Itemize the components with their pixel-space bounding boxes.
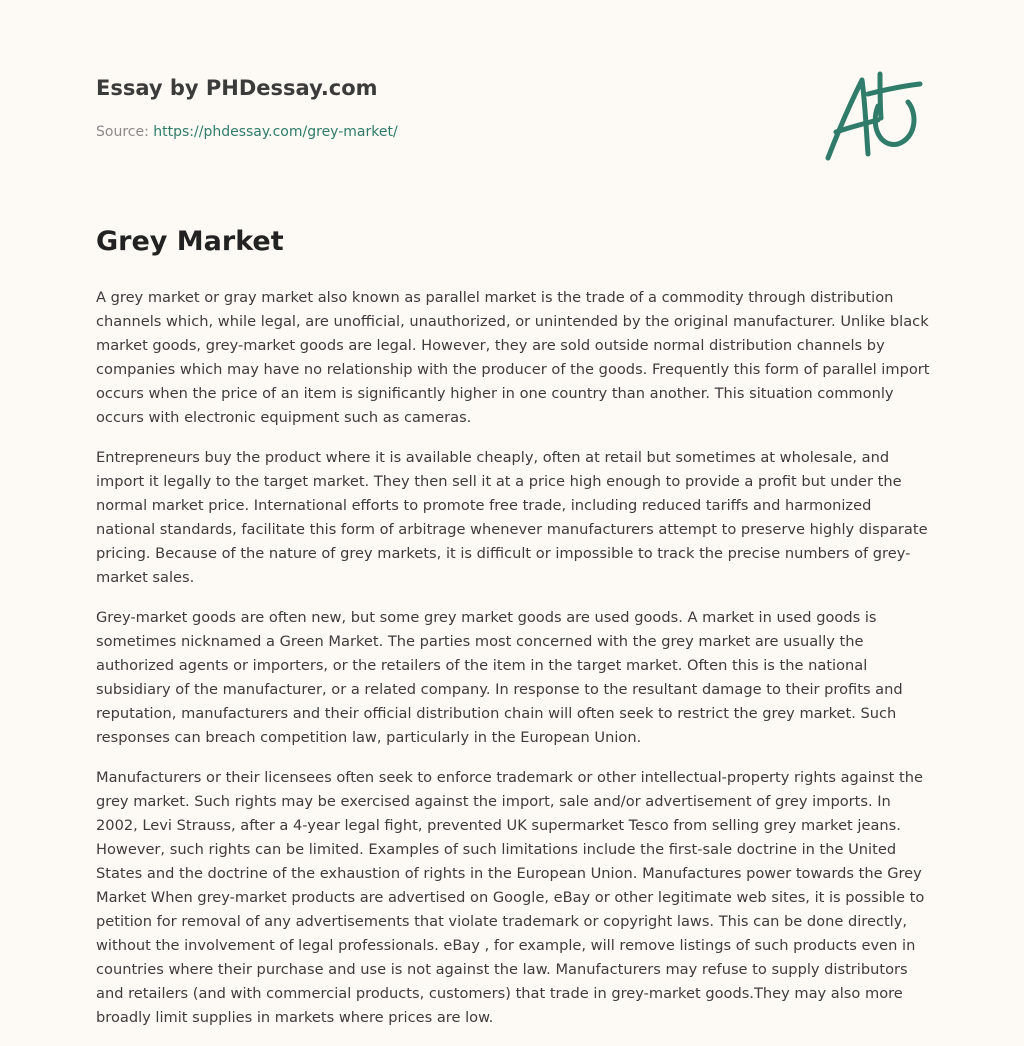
essay-paragraph: Manufacturers or their licensees often seek to enforce trademark or other intellectual-property rights against the grey market. Such rights may be exercised against the import, sale and/or advertisement of grey imports. In 2002, Levi Strauss, after a 4-year legal fight, prevented UK supermarket Tesco from selling grey market jeans. However, such rights can be limited. Examples of such limitations include the first-sale doctrine in the United States and the doctrine of the exhaustion of rights in the European Union. Manufactures power towards the Grey Market When grey-market products are advertised on Google, eBay or other legitimate web sites, it is possible to petition for removal of any advertisements that violate trademark or copyright laws. This can be done directly, without the involvement of legal professionals. eBay , for example, will remove listings of such products even in countries where their purchase and use is not against the law. Manufacturers may refuse to supply distributors and retailers (and with commercial products, customers) that trade in grey-market goods.They may also more broadly limit supplies in markets where prices are low. xyxy=(96,769,925,1026)
essay-paragraph: Entrepreneurs buy the product where it is available cheaply, often at retail but sometimes at wholesale, and import it legally to the target market. They then sell it at a price high enough to provide a profit but under the normal market price. International efforts to promote free trade, including reduced tariffs and harmonized national standards, facilitate this form of arbitrage whenever manufacturers attempt to preserve highly disparate pricing. Because of the nature of grey markets, it is difficult or impossible to track the precise numbers of grey-market sales. xyxy=(96,449,928,586)
a-plus-logo-icon xyxy=(822,66,926,166)
source-label: Source: xyxy=(96,124,154,140)
page-header xyxy=(96,0,932,200)
brand-title: Essay by PHDessay.com xyxy=(96,76,378,100)
source-line xyxy=(96,124,398,140)
essay-paragraph: Grey-market goods are often new, but some grey market goods are used goods. A market in used goods is sometimes nicknamed a Green Market. The parties most concerned with the grey market are usually the authorized agents or importers, or the retailers of the item in the target market. Often this is the national subsidiary of the manufacturer, or a related company. In response to the resultant damage to their profits and reputation, manufacturers and their official distribution chain will often seek to restrict the grey market. Such responses can breach competition law, particularly in the European Union. xyxy=(96,609,903,746)
essay-paragraph: A grey market or gray market also known as parallel market is the trade of a commodity through distribution channels which, while legal, are unofficial, unauthorized, or unintended by the original manufacturer. Unlike black market goods, grey-market goods are legal. However, they are sold outside normal distribution channels by companies which may have no relationship with the producer of the goods. Frequently this form of parallel import occurs when the price of an item is significantly higher in one country than another. This situation commonly occurs with electronic equipment such as cameras. xyxy=(96,289,930,426)
essay-title: Grey Market xyxy=(96,226,284,257)
essay-body xyxy=(96,286,932,1046)
source-link[interactable]: https://phdessay.com/grey-market/ xyxy=(153,124,398,140)
essay-page xyxy=(96,0,932,1026)
